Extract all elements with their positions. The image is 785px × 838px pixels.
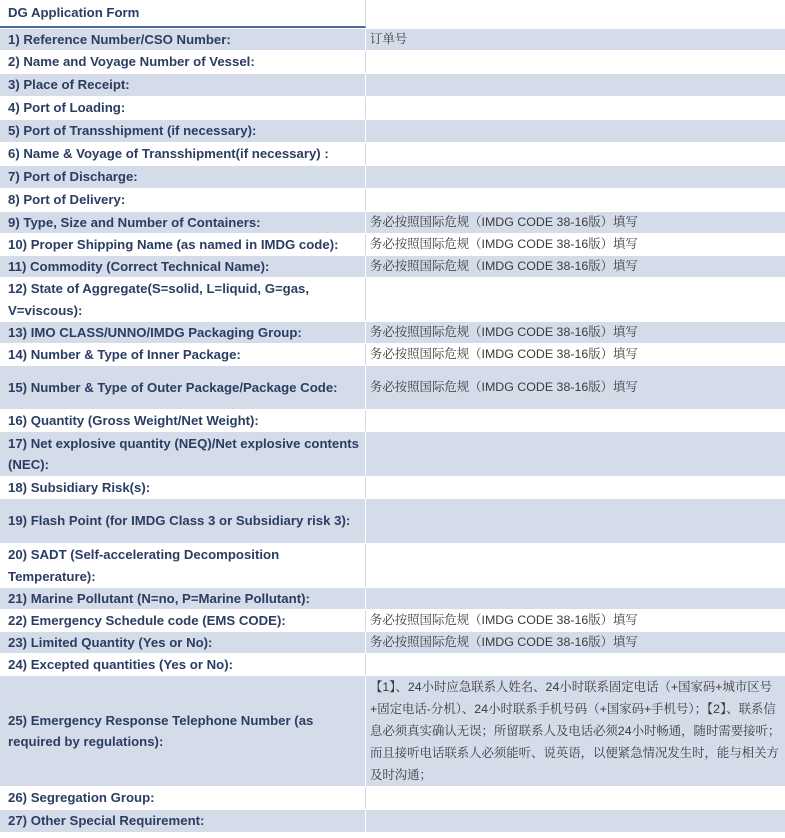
field-value[interactable]: 务必按照国际危规（IMDG CODE 38-16版）填写 — [370, 236, 638, 251]
form-row-25 — [0, 676, 785, 787]
field-label: 3) Place of Receipt: — [0, 74, 366, 96]
field-label: 11) Commodity (Correct Technical Name): — [0, 256, 366, 277]
field-value[interactable]: 【1】、24小时应急联系人姓名、24小时联系固定电话（+国家码+城市区号+固定电话-分机）、24小时联系手机号码（+国家码+手机号）；【2】、联系信息必须真实确认无误；所留联系人及电话必须24小时畅通，随时需要接听；而且接听电话联系人必须能听、说英语，以便紧急情况发生时，能与相关方及时沟通； — [370, 680, 781, 782]
field-label: 21) Marine Pollutant (N=no, P=Marine Pollutant): — [0, 588, 366, 609]
form-row-6 — [0, 143, 785, 166]
field-label: 17) Net explosive quantity (NEQ)/Net explosive contents (NEC): — [0, 432, 366, 476]
form-row-23 — [0, 632, 785, 654]
field-label: 23) Limited Quantity (Yes or No): — [0, 632, 366, 653]
field-value[interactable] — [366, 74, 785, 96]
form-row-11 — [0, 256, 785, 278]
field-label: 24) Excepted quantities (Yes or No): — [0, 654, 366, 675]
field-value[interactable]: 务必按照国际危规（IMDG CODE 38-16版）填写 — [370, 324, 638, 339]
form-row-3 — [0, 74, 785, 97]
field-label: 25) Emergency Response Telephone Number (as required by regulations): — [0, 676, 366, 786]
field-label: 13) IMO CLASS/UNNO/IMDG Packaging Group: — [0, 322, 366, 343]
field-label: 2) Name and Voyage Number of Vessel: — [0, 51, 366, 73]
field-value[interactable] — [366, 278, 785, 321]
field-value[interactable]: 务必按照国际危规（IMDG CODE 38-16版）填写 — [370, 258, 638, 273]
field-label: 18) Subsidiary Risk(s): — [0, 477, 366, 498]
field-value[interactable]: 务必按照国际危规（IMDG CODE 38-16版）填写 — [370, 612, 638, 627]
field-value[interactable]: 订单号 — [370, 31, 408, 46]
field-label: 7) Port of Discharge: — [0, 166, 366, 188]
field-value[interactable] — [366, 97, 785, 119]
field-label: 16) Quantity (Gross Weight/Net Weight): — [0, 410, 366, 431]
field-label: 26) Segregation Group: — [0, 787, 366, 809]
form-row-7 — [0, 166, 785, 189]
field-value[interactable] — [366, 588, 785, 609]
field-value[interactable] — [366, 544, 785, 587]
form-row-24 — [0, 654, 785, 676]
form-row-8 — [0, 189, 785, 212]
form-row-18 — [0, 477, 785, 499]
form-row-21 — [0, 588, 785, 610]
form-row-1 — [0, 29, 785, 51]
field-label: 1) Reference Number/CSO Number: — [0, 29, 366, 50]
field-label: 22) Emergency Schedule code (EMS CODE): — [0, 610, 366, 631]
field-label: 10) Proper Shipping Name (as named in IMDG code): — [0, 234, 366, 255]
field-value[interactable]: 务必按照国际危规（IMDG CODE 38-16版）填写 — [370, 379, 638, 394]
field-label: 5) Port of Transshipment (if necessary): — [0, 120, 366, 142]
form-row-26 — [0, 787, 785, 810]
form-row-17 — [0, 432, 785, 477]
field-value[interactable] — [366, 499, 785, 543]
field-label: 4) Port of Loading: — [0, 97, 366, 119]
field-label: 12) State of Aggregate(S=solid, L=liquid, G=gas, V=viscous): — [0, 278, 366, 321]
field-value[interactable]: 务必按照国际危规（IMDG CODE 38-16版）填写 — [370, 634, 638, 649]
form-title: DG Application Form — [0, 0, 366, 28]
field-label: 14) Number & Type of Inner Package: — [0, 344, 366, 365]
form-row-4 — [0, 97, 785, 120]
field-label: 27) Other Special Requirement: — [0, 810, 366, 832]
field-value[interactable] — [366, 51, 785, 73]
form-row-19 — [0, 499, 785, 544]
field-label: 20) SADT (Self-accelerating Decomposition Temperature): — [0, 544, 366, 587]
form-row-14 — [0, 344, 785, 366]
field-label: 9) Type, Size and Number of Containers: — [0, 212, 366, 233]
field-label: 19) Flash Point (for IMDG Class 3 or Subsidiary risk 3): — [0, 499, 366, 543]
field-value[interactable]: 务必按照国际危规（IMDG CODE 38-16版）填写 — [370, 346, 638, 361]
field-value[interactable] — [366, 787, 785, 809]
field-value[interactable] — [366, 166, 785, 188]
field-value[interactable] — [366, 143, 785, 165]
field-value[interactable] — [366, 654, 785, 675]
form-row-27 — [0, 810, 785, 833]
form-row-5 — [0, 120, 785, 143]
field-value[interactable] — [366, 189, 785, 211]
field-label: 15) Number & Type of Outer Package/Package Code: — [0, 366, 366, 409]
field-value[interactable] — [366, 120, 785, 142]
form-row-9 — [0, 212, 785, 234]
field-value[interactable] — [366, 810, 785, 832]
form-row-20 — [0, 544, 785, 588]
form-row-15 — [0, 366, 785, 410]
field-label: 8) Port of Delivery: — [0, 189, 366, 211]
form-row-2 — [0, 51, 785, 74]
form-row-13 — [0, 322, 785, 344]
form-row-22 — [0, 610, 785, 632]
form-row-16 — [0, 410, 785, 432]
form-header-value — [366, 0, 785, 28]
field-value[interactable] — [366, 477, 785, 498]
field-value[interactable] — [366, 410, 785, 431]
field-value[interactable]: 务必按照国际危规（IMDG CODE 38-16版）填写 — [370, 214, 638, 229]
form-row-12 — [0, 278, 785, 322]
field-value[interactable] — [366, 432, 785, 476]
field-label: 6) Name & Voyage of Transshipment(if necessary) : — [0, 143, 366, 165]
form-header-row — [0, 0, 785, 29]
form-row-10 — [0, 234, 785, 256]
